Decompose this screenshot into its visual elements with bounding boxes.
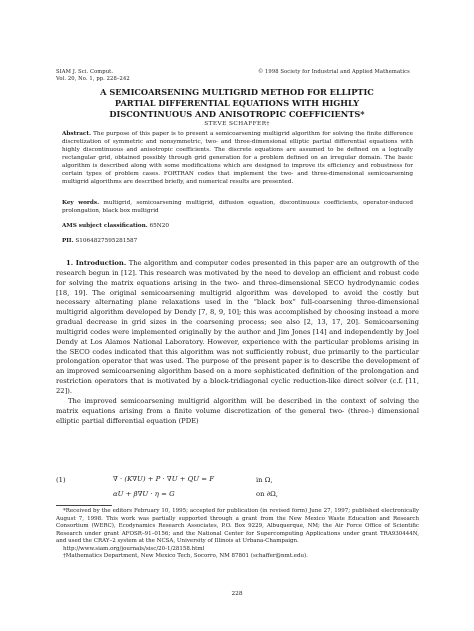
title-line: A SEMICOARSENING MULTIGRID METHOD FOR ELLIPTIC [100,87,374,97]
paper-title [40,87,434,120]
intro-paragraph-text: The algorithm and computer codes presented in this paper are an outgrowth of the research begun in [12]. This research was motivated by the need to develop an efficient and robust code for solving the matrix equations arising in the two- and three-dimensional SECO hydrodynamic codes [18, 19]. The original semicoarsening multigrid algorithm was developed to avoid the costly but necessary alternating plane relaxations used in the “black box” full-coarsening three-dimensional multigrid algorithm developed by Dendy [7, 8, 9, 10]; this was accomplished by choosing instead a more gradual decrease in grid sizes in the coarsening process; see also [2, 13, 17, 20]. Semicoarsening multigrid codes were implemented originally by the author and Jim Jones [14] and independently by Joel Dendy at Los Alamos National Laboratory. However, experience with the particular problems arising in the SECO codes indicated that this algorithm was not sufficiently robust, due primarily to the particular prolongation operator that was used. The purpose of the present paper is to describe the development of an improved semicoarsening algorithm based on a more sophisticated definition of the prolongation and restriction operators that is motivated by a block-tridiagonal cyclic reduction-like direct solver (c.f. [11, 22]). [56,259,419,395]
abstract-label: Abstract. [62,131,91,137]
pii-code: S1064827595281587 [75,238,138,244]
journal-name: SIAM J. Sci. Comput. [56,69,114,75]
pde-domain: in Ω, [256,476,273,484]
footnote-received: *Received by the editors February 10, 1995; accepted for publication (in revised form) June 27, 1997; published electronically August 7, 1998. This work was partially supported through a grant from the New Mexico Waste Education and Research Consortium (WERC), Ecodynamics Research Associates, P.O. Box 9229, Albuquerque, NM; the Air Force Office of Scientific Research under grant AFOSR–91–0156; and the National Center for Supercomputing Applications under grant TRA930444N, and used the CRAY–2 system at the NCSA, University of Illinois at Urbana-Champaign. [56,508,419,545]
title-line: PARTIAL DIFFERENTIAL EQUATIONS WITH HIGHLY [114,98,360,108]
abstract-text: The purpose of this paper is to present a semicoarsening multigrid algorithm for solving the finite difference discretization of symmetric and nonsymmetric, two- and three-dimensional elliptic partial differential equations with highly discontinuous and anisotropic coefficients. The discrete equations are assumed to be defined on a logically rectangular grid, obtained possibly through grid generation for a problem defined on an irregular domain. The basic algorithm is described along with some modifications which are designed to improve its efficiency and robustness for certain types of problem cases. FORTRAN codes that implement the two- and three-dimensional semicoarsening multigrid algorithms are described briefly, and numerical results are presented. [62,131,413,186]
section-heading: 1. Introduction. [66,259,127,267]
ams-classification [62,223,413,229]
keywords-text: multigrid, semicoarsening multigrid, diffusion equation, discontinuous coefficients, operator-induced prolongation, black box multigrid [62,200,413,215]
keywords [62,199,413,215]
introduction-section [56,259,419,426]
page-number: 228 [231,591,243,597]
boundary-domain: on ∂Ω, [256,490,278,498]
intro-paragraph [56,259,419,397]
pii-line [62,238,413,244]
footnote-rule [56,505,112,506]
footnotes [56,508,419,561]
ams-code: 65N20 [149,223,169,229]
pde-equation: ∇ · (K∇U) + P · ∇U + QU = F [113,475,215,483]
title-line: DISCONTINUOUS AND ANISOTROPIC COEFFICIENTS* [109,109,365,119]
abstract [62,130,413,186]
equation-number: (1) [56,476,66,484]
journal-citation [56,69,130,83]
author-name: STEVE SCHAFFER† [204,121,270,127]
footnote-affiliation: †Mathematics Department, New Mexico Tech, Socorro, NM 87801 (schaffer@nmt.edu). [63,553,308,560]
ams-label: AMS subject classification. [62,223,148,229]
keywords-label: Key words. [62,200,100,206]
footnote-url: http://www.siam.org/journals/sisc/20-1/28158.html [63,545,205,552]
copyright-notice: © 1998 Society for Industrial and Applied Mathematics [258,69,410,75]
pii-label: PII. [62,238,74,244]
boundary-condition: αU + β∇U · η = G [113,490,175,498]
intro-paragraph: The improved semicoarsening multigrid algorithm will be described in the context of solving the matrix equations arising from a finite volume discretization of the general two- (three-) dimensional elliptic partial differential equation (PDE) [56,396,419,425]
journal-volume: Vol. 20, No. 1, pp. 228–242 [56,76,130,82]
